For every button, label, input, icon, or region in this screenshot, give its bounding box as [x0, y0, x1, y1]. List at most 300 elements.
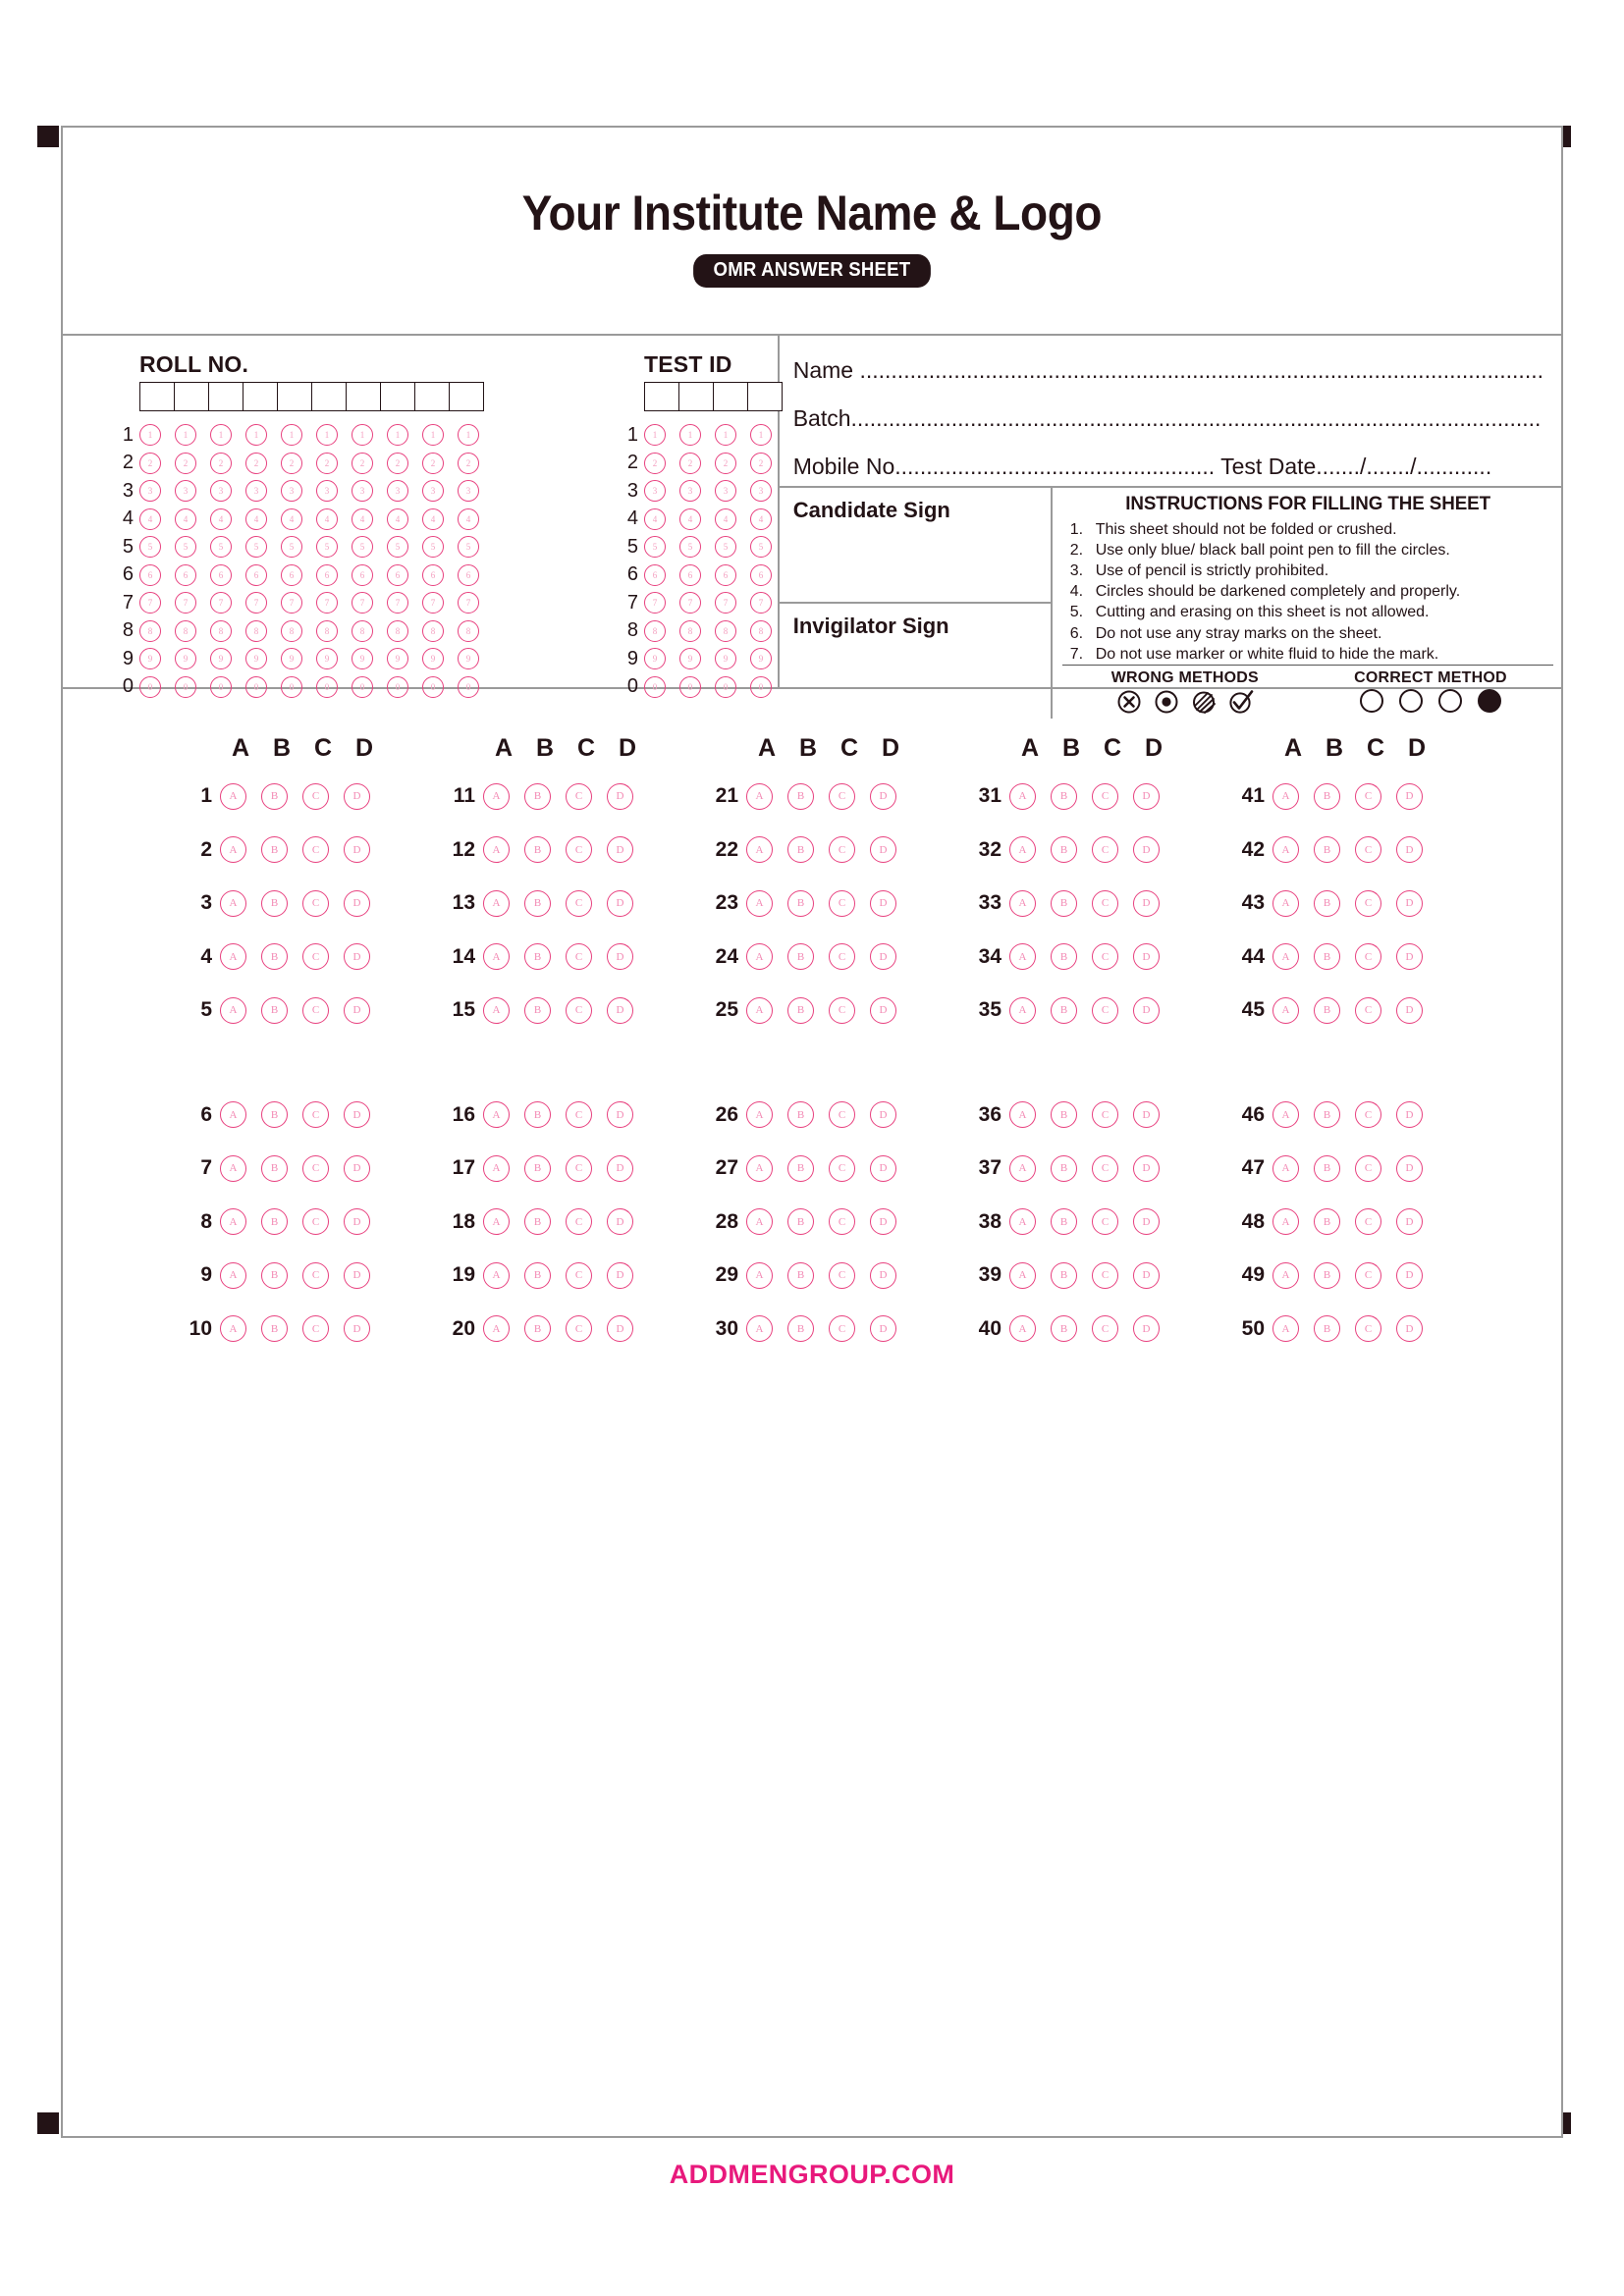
- answer-bubble-a[interactable]: A: [746, 943, 773, 970]
- answer-bubble-d[interactable]: D: [1133, 943, 1160, 970]
- digit-bubble[interactable]: 4: [175, 508, 196, 530]
- answer-bubble-c[interactable]: C: [302, 943, 329, 970]
- digit-bubble[interactable]: 6: [316, 564, 338, 586]
- digit-bubble[interactable]: 8: [458, 620, 479, 642]
- digit-bubble[interactable]: 1: [422, 424, 444, 446]
- answer-bubble-b[interactable]: B: [261, 1208, 288, 1235]
- answer-bubble-c[interactable]: C: [1092, 1315, 1118, 1342]
- answer-bubble-a[interactable]: A: [746, 1155, 773, 1182]
- digit-bubble[interactable]: 5: [175, 536, 196, 558]
- digit-bubble[interactable]: 7: [316, 592, 338, 614]
- answer-bubble-c[interactable]: C: [566, 890, 592, 917]
- digit-bubble[interactable]: 0: [458, 676, 479, 698]
- digit-bubble[interactable]: 5: [281, 536, 302, 558]
- digit-box[interactable]: [380, 382, 415, 411]
- answer-bubble-d[interactable]: D: [344, 997, 370, 1024]
- answer-bubble-d[interactable]: D: [607, 890, 633, 917]
- answer-bubble-a[interactable]: A: [220, 997, 246, 1024]
- answer-bubble-d[interactable]: D: [344, 836, 370, 863]
- answer-bubble-a[interactable]: A: [220, 783, 246, 810]
- answer-bubble-a[interactable]: A: [483, 943, 510, 970]
- digit-bubble[interactable]: 5: [352, 536, 373, 558]
- answer-bubble-d[interactable]: D: [870, 1101, 896, 1128]
- answer-bubble-a[interactable]: A: [483, 997, 510, 1024]
- answer-bubble-a[interactable]: A: [1009, 943, 1036, 970]
- digit-bubble[interactable]: 3: [175, 480, 196, 502]
- digit-bubble[interactable]: 3: [245, 480, 267, 502]
- digit-bubble[interactable]: 6: [281, 564, 302, 586]
- digit-bubble[interactable]: 0: [750, 676, 772, 698]
- answer-bubble-d[interactable]: D: [607, 1262, 633, 1289]
- digit-bubble[interactable]: 9: [281, 648, 302, 669]
- answer-bubble-d[interactable]: D: [607, 836, 633, 863]
- answer-bubble-c[interactable]: C: [302, 1315, 329, 1342]
- answer-bubble-c[interactable]: C: [566, 1315, 592, 1342]
- answer-bubble-c[interactable]: C: [566, 1101, 592, 1128]
- digit-bubble[interactable]: 7: [139, 592, 161, 614]
- answer-bubble-d[interactable]: D: [344, 1262, 370, 1289]
- name-field[interactable]: Name .............................................................................................................: [792, 357, 1543, 383]
- digit-bubble[interactable]: 2: [352, 453, 373, 474]
- answer-bubble-d[interactable]: D: [1133, 783, 1160, 810]
- answer-bubble-d[interactable]: D: [870, 943, 896, 970]
- digit-bubble[interactable]: 9: [715, 648, 736, 669]
- invigilator-sign-box[interactable]: Invigilator Sign: [792, 614, 949, 639]
- digit-bubble[interactable]: 8: [281, 620, 302, 642]
- answer-bubble-c[interactable]: C: [302, 836, 329, 863]
- answer-bubble-a[interactable]: A: [483, 1155, 510, 1182]
- answer-bubble-b[interactable]: B: [261, 997, 288, 1024]
- answer-bubble-b[interactable]: B: [1314, 1315, 1340, 1342]
- answer-bubble-a[interactable]: A: [220, 1315, 246, 1342]
- answer-bubble-c[interactable]: C: [1092, 783, 1118, 810]
- answer-bubble-a[interactable]: A: [483, 1315, 510, 1342]
- answer-bubble-d[interactable]: D: [344, 1315, 370, 1342]
- digit-box[interactable]: [346, 382, 381, 411]
- digit-bubble[interactable]: 9: [139, 648, 161, 669]
- digit-bubble[interactable]: 7: [458, 592, 479, 614]
- answer-bubble-c[interactable]: C: [1355, 1155, 1381, 1182]
- answer-bubble-a[interactable]: A: [1272, 783, 1299, 810]
- digit-bubble[interactable]: 3: [352, 480, 373, 502]
- digit-bubble[interactable]: 5: [644, 536, 666, 558]
- digit-box[interactable]: [311, 382, 347, 411]
- answer-bubble-b[interactable]: B: [1051, 997, 1077, 1024]
- answer-bubble-a[interactable]: A: [1009, 1315, 1036, 1342]
- digit-box[interactable]: [747, 382, 783, 411]
- answer-bubble-d[interactable]: D: [1396, 890, 1423, 917]
- answer-bubble-b[interactable]: B: [787, 1101, 814, 1128]
- answer-bubble-c[interactable]: C: [1092, 836, 1118, 863]
- answer-bubble-c[interactable]: C: [1092, 1101, 1118, 1128]
- digit-bubble[interactable]: 5: [715, 536, 736, 558]
- answer-bubble-d[interactable]: D: [870, 1155, 896, 1182]
- digit-bubble[interactable]: 9: [750, 648, 772, 669]
- digit-bubble[interactable]: 1: [245, 424, 267, 446]
- answer-bubble-b[interactable]: B: [524, 1315, 551, 1342]
- digit-bubble[interactable]: 3: [458, 480, 479, 502]
- answer-bubble-c[interactable]: C: [1355, 890, 1381, 917]
- answer-bubble-a[interactable]: A: [746, 1262, 773, 1289]
- answer-bubble-a[interactable]: A: [746, 1101, 773, 1128]
- digit-bubble[interactable]: 2: [750, 453, 772, 474]
- answer-bubble-d[interactable]: D: [1133, 1155, 1160, 1182]
- answer-bubble-d[interactable]: D: [870, 1262, 896, 1289]
- digit-bubble[interactable]: 3: [281, 480, 302, 502]
- digit-bubble[interactable]: 9: [316, 648, 338, 669]
- answer-bubble-c[interactable]: C: [566, 1208, 592, 1235]
- answer-bubble-c[interactable]: C: [1355, 836, 1381, 863]
- answer-bubble-c[interactable]: C: [566, 1262, 592, 1289]
- digit-bubble[interactable]: 2: [281, 453, 302, 474]
- answer-bubble-c[interactable]: C: [566, 997, 592, 1024]
- digit-bubble[interactable]: 6: [210, 564, 232, 586]
- answer-bubble-d[interactable]: D: [1396, 836, 1423, 863]
- candidate-sign-box[interactable]: Candidate Sign: [780, 488, 1051, 604]
- answer-bubble-b[interactable]: B: [787, 997, 814, 1024]
- test-id-bubble-grid[interactable]: [613, 421, 785, 701]
- digit-bubble[interactable]: 9: [644, 648, 666, 669]
- digit-bubble[interactable]: 1: [139, 424, 161, 446]
- answer-bubble-b[interactable]: B: [1314, 783, 1340, 810]
- digit-bubble[interactable]: 7: [387, 592, 408, 614]
- answer-bubble-b[interactable]: B: [787, 943, 814, 970]
- answer-bubble-d[interactable]: D: [1396, 1262, 1423, 1289]
- answer-bubble-a[interactable]: A: [746, 1208, 773, 1235]
- answer-bubble-d[interactable]: D: [870, 997, 896, 1024]
- digit-bubble[interactable]: 1: [750, 424, 772, 446]
- answer-bubble-c[interactable]: C: [1355, 1208, 1381, 1235]
- answer-bubble-b[interactable]: B: [1051, 1315, 1077, 1342]
- answer-bubble-c[interactable]: C: [302, 1262, 329, 1289]
- answer-bubble-a[interactable]: A: [1009, 1262, 1036, 1289]
- answer-bubble-b[interactable]: B: [787, 1315, 814, 1342]
- answer-bubble-d[interactable]: D: [870, 1208, 896, 1235]
- digit-bubble[interactable]: 0: [245, 676, 267, 698]
- answer-bubble-b[interactable]: B: [1314, 890, 1340, 917]
- digit-bubble[interactable]: 9: [175, 648, 196, 669]
- digit-bubble[interactable]: 5: [458, 536, 479, 558]
- answer-bubble-d[interactable]: D: [607, 943, 633, 970]
- digit-bubble[interactable]: 5: [422, 536, 444, 558]
- digit-bubble[interactable]: 2: [715, 453, 736, 474]
- answer-bubble-c[interactable]: C: [829, 783, 855, 810]
- digit-bubble[interactable]: 2: [245, 453, 267, 474]
- answer-bubble-c[interactable]: C: [829, 890, 855, 917]
- digit-bubble[interactable]: 2: [458, 453, 479, 474]
- digit-bubble[interactable]: 0: [139, 676, 161, 698]
- digit-bubble[interactable]: 3: [316, 480, 338, 502]
- digit-box[interactable]: [139, 382, 175, 411]
- digit-bubble[interactable]: 6: [422, 564, 444, 586]
- answer-bubble-d[interactable]: D: [607, 1101, 633, 1128]
- answer-bubble-a[interactable]: A: [1272, 1262, 1299, 1289]
- digit-bubble[interactable]: 6: [352, 564, 373, 586]
- digit-bubble[interactable]: 8: [316, 620, 338, 642]
- answer-bubble-d[interactable]: D: [1133, 1262, 1160, 1289]
- answer-bubble-a[interactable]: A: [220, 890, 246, 917]
- answer-bubble-c[interactable]: C: [829, 1101, 855, 1128]
- digit-bubble[interactable]: 1: [210, 424, 232, 446]
- digit-bubble[interactable]: 7: [210, 592, 232, 614]
- digit-box[interactable]: [243, 382, 278, 411]
- answer-bubble-b[interactable]: B: [1051, 783, 1077, 810]
- answer-bubble-b[interactable]: B: [1051, 1208, 1077, 1235]
- answer-bubble-a[interactable]: A: [1009, 783, 1036, 810]
- digit-bubble[interactable]: 1: [352, 424, 373, 446]
- answer-bubble-c[interactable]: C: [1355, 997, 1381, 1024]
- digit-bubble[interactable]: 7: [715, 592, 736, 614]
- answer-bubble-a[interactable]: A: [746, 783, 773, 810]
- answer-bubble-c[interactable]: C: [302, 1155, 329, 1182]
- digit-bubble[interactable]: 6: [750, 564, 772, 586]
- digit-bubble[interactable]: 7: [750, 592, 772, 614]
- digit-bubble[interactable]: 7: [352, 592, 373, 614]
- answer-bubble-d[interactable]: D: [607, 1315, 633, 1342]
- digit-bubble[interactable]: 0: [387, 676, 408, 698]
- answer-bubble-b[interactable]: B: [1051, 836, 1077, 863]
- digit-bubble[interactable]: 3: [210, 480, 232, 502]
- answer-bubble-c[interactable]: C: [302, 783, 329, 810]
- digit-bubble[interactable]: 6: [175, 564, 196, 586]
- answer-bubble-c[interactable]: C: [566, 943, 592, 970]
- answer-bubble-d[interactable]: D: [344, 783, 370, 810]
- digit-bubble[interactable]: 0: [715, 676, 736, 698]
- digit-bubble[interactable]: 4: [245, 508, 267, 530]
- answer-bubble-a[interactable]: A: [483, 836, 510, 863]
- answer-bubble-c[interactable]: C: [302, 890, 329, 917]
- answer-bubble-b[interactable]: B: [1314, 836, 1340, 863]
- answer-bubble-d[interactable]: D: [1133, 1315, 1160, 1342]
- answer-bubble-a[interactable]: A: [220, 943, 246, 970]
- answer-bubble-c[interactable]: C: [1092, 1155, 1118, 1182]
- digit-bubble[interactable]: 2: [422, 453, 444, 474]
- answer-bubble-b[interactable]: B: [261, 943, 288, 970]
- answer-bubble-d[interactable]: D: [344, 1208, 370, 1235]
- answer-bubble-d[interactable]: D: [870, 1315, 896, 1342]
- answer-bubble-c[interactable]: C: [1355, 783, 1381, 810]
- digit-bubble[interactable]: 8: [387, 620, 408, 642]
- answer-bubble-b[interactable]: B: [261, 890, 288, 917]
- answer-bubble-b[interactable]: B: [787, 890, 814, 917]
- digit-bubble[interactable]: 2: [644, 453, 666, 474]
- digit-bubble[interactable]: 0: [422, 676, 444, 698]
- answer-bubble-d[interactable]: D: [1133, 890, 1160, 917]
- digit-bubble[interactable]: 4: [316, 508, 338, 530]
- digit-bubble[interactable]: 5: [316, 536, 338, 558]
- answer-bubble-b[interactable]: B: [1051, 1101, 1077, 1128]
- digit-bubble[interactable]: 8: [679, 620, 701, 642]
- answer-bubble-b[interactable]: B: [1314, 1208, 1340, 1235]
- answer-bubble-b[interactable]: B: [1314, 943, 1340, 970]
- answer-bubble-c[interactable]: C: [566, 836, 592, 863]
- answer-bubble-a[interactable]: A: [1009, 1155, 1036, 1182]
- answer-bubble-d[interactable]: D: [607, 783, 633, 810]
- answer-bubble-d[interactable]: D: [344, 1101, 370, 1128]
- answer-bubble-a[interactable]: A: [746, 836, 773, 863]
- answer-bubble-a[interactable]: A: [1272, 890, 1299, 917]
- digit-box[interactable]: [713, 382, 748, 411]
- digit-box[interactable]: [277, 382, 312, 411]
- answer-bubble-d[interactable]: D: [1133, 1101, 1160, 1128]
- answer-bubble-b[interactable]: B: [524, 943, 551, 970]
- answer-bubble-d[interactable]: D: [870, 783, 896, 810]
- digit-bubble[interactable]: 7: [679, 592, 701, 614]
- answer-bubble-c[interactable]: C: [566, 783, 592, 810]
- digit-bubble[interactable]: 3: [679, 480, 701, 502]
- digit-bubble[interactable]: 4: [644, 508, 666, 530]
- digit-box[interactable]: [174, 382, 209, 411]
- answer-bubble-a[interactable]: A: [746, 1315, 773, 1342]
- digit-bubble[interactable]: 2: [175, 453, 196, 474]
- digit-bubble[interactable]: 0: [281, 676, 302, 698]
- answer-bubble-c[interactable]: C: [302, 1208, 329, 1235]
- digit-bubble[interactable]: 7: [175, 592, 196, 614]
- answer-bubble-d[interactable]: D: [1133, 836, 1160, 863]
- digit-bubble[interactable]: 6: [458, 564, 479, 586]
- answer-bubble-d[interactable]: D: [870, 836, 896, 863]
- digit-bubble[interactable]: 7: [422, 592, 444, 614]
- answer-bubble-c[interactable]: C: [1092, 1262, 1118, 1289]
- digit-bubble[interactable]: 0: [210, 676, 232, 698]
- digit-bubble[interactable]: 1: [715, 424, 736, 446]
- digit-bubble[interactable]: 9: [458, 648, 479, 669]
- digit-bubble[interactable]: 3: [715, 480, 736, 502]
- answer-bubble-c[interactable]: C: [566, 1155, 592, 1182]
- digit-bubble[interactable]: 3: [750, 480, 772, 502]
- footer-brand[interactable]: ADDMENGROUP.COM: [669, 2160, 955, 2189]
- answer-bubble-b[interactable]: B: [524, 1155, 551, 1182]
- answer-bubble-b[interactable]: B: [261, 1101, 288, 1128]
- answer-bubble-b[interactable]: B: [261, 836, 288, 863]
- answer-bubble-a[interactable]: A: [1009, 836, 1036, 863]
- answer-bubble-d[interactable]: D: [607, 1208, 633, 1235]
- answer-bubble-b[interactable]: B: [524, 890, 551, 917]
- answer-bubble-a[interactable]: A: [483, 1262, 510, 1289]
- digit-bubble[interactable]: 2: [210, 453, 232, 474]
- answer-bubble-a[interactable]: A: [1009, 1208, 1036, 1235]
- digit-bubble[interactable]: 0: [679, 676, 701, 698]
- answer-bubble-a[interactable]: A: [1272, 1155, 1299, 1182]
- answer-bubble-c[interactable]: C: [1355, 1262, 1381, 1289]
- digit-bubble[interactable]: 2: [139, 453, 161, 474]
- answer-bubble-a[interactable]: A: [483, 783, 510, 810]
- answer-bubble-a[interactable]: A: [220, 1262, 246, 1289]
- answer-bubble-a[interactable]: A: [220, 1101, 246, 1128]
- answer-bubble-a[interactable]: A: [483, 1208, 510, 1235]
- answer-bubble-b[interactable]: B: [1051, 943, 1077, 970]
- digit-bubble[interactable]: 6: [679, 564, 701, 586]
- digit-bubble[interactable]: 6: [644, 564, 666, 586]
- digit-bubble[interactable]: 3: [422, 480, 444, 502]
- answer-bubble-d[interactable]: D: [1133, 997, 1160, 1024]
- answer-bubble-c[interactable]: C: [829, 1208, 855, 1235]
- answer-bubble-c[interactable]: C: [1355, 1315, 1381, 1342]
- digit-bubble[interactable]: 7: [281, 592, 302, 614]
- batch-field[interactable]: Batch..............................................................................................................: [792, 405, 1542, 431]
- answer-bubble-c[interactable]: C: [1092, 943, 1118, 970]
- answer-bubble-c[interactable]: C: [302, 997, 329, 1024]
- answer-bubble-a[interactable]: A: [1009, 1101, 1036, 1128]
- answer-bubble-b[interactable]: B: [1051, 1262, 1077, 1289]
- answer-bubble-b[interactable]: B: [261, 783, 288, 810]
- digit-bubble[interactable]: 4: [387, 508, 408, 530]
- roll-no-bubble-grid[interactable]: [108, 421, 493, 701]
- digit-bubble[interactable]: 8: [139, 620, 161, 642]
- digit-bubble[interactable]: 4: [281, 508, 302, 530]
- digit-bubble[interactable]: 0: [352, 676, 373, 698]
- answer-bubble-c[interactable]: C: [829, 1155, 855, 1182]
- digit-bubble[interactable]: 2: [316, 453, 338, 474]
- digit-bubble[interactable]: 3: [387, 480, 408, 502]
- digit-bubble[interactable]: 0: [316, 676, 338, 698]
- test-id-boxes[interactable]: [644, 382, 785, 411]
- answer-bubble-b[interactable]: B: [1051, 890, 1077, 917]
- answer-bubble-a[interactable]: A: [1272, 997, 1299, 1024]
- digit-bubble[interactable]: 9: [387, 648, 408, 669]
- digit-bubble[interactable]: 8: [175, 620, 196, 642]
- answer-bubble-d[interactable]: D: [1396, 1208, 1423, 1235]
- digit-bubble[interactable]: 9: [679, 648, 701, 669]
- digit-bubble[interactable]: 8: [715, 620, 736, 642]
- digit-bubble[interactable]: 8: [352, 620, 373, 642]
- digit-bubble[interactable]: 5: [210, 536, 232, 558]
- digit-bubble[interactable]: 7: [644, 592, 666, 614]
- digit-bubble[interactable]: 8: [245, 620, 267, 642]
- digit-box[interactable]: [678, 382, 714, 411]
- digit-bubble[interactable]: 5: [387, 536, 408, 558]
- answer-bubble-d[interactable]: D: [607, 1155, 633, 1182]
- answer-bubble-c[interactable]: C: [1355, 943, 1381, 970]
- digit-bubble[interactable]: 1: [458, 424, 479, 446]
- answer-bubble-d[interactable]: D: [1396, 783, 1423, 810]
- digit-bubble[interactable]: 8: [210, 620, 232, 642]
- answer-bubble-d[interactable]: D: [344, 1155, 370, 1182]
- answer-bubble-d[interactable]: D: [1133, 1208, 1160, 1235]
- answer-bubble-d[interactable]: D: [344, 890, 370, 917]
- digit-bubble[interactable]: 9: [245, 648, 267, 669]
- digit-bubble[interactable]: 6: [139, 564, 161, 586]
- answer-bubble-b[interactable]: B: [1314, 997, 1340, 1024]
- answer-bubble-d[interactable]: D: [870, 890, 896, 917]
- answer-bubble-a[interactable]: A: [220, 1155, 246, 1182]
- mobile-testdate-field[interactable]: Mobile No................................................... Test Date......./......./............: [792, 454, 1492, 479]
- digit-box[interactable]: [449, 382, 484, 411]
- answer-bubble-c[interactable]: C: [1092, 1208, 1118, 1235]
- digit-bubble[interactable]: 4: [458, 508, 479, 530]
- answer-bubble-c[interactable]: C: [829, 943, 855, 970]
- digit-bubble[interactable]: 4: [352, 508, 373, 530]
- answer-bubble-c[interactable]: C: [829, 1262, 855, 1289]
- digit-bubble[interactable]: 2: [679, 453, 701, 474]
- answer-bubble-b[interactable]: B: [1314, 1262, 1340, 1289]
- digit-bubble[interactable]: 1: [175, 424, 196, 446]
- answer-bubble-b[interactable]: B: [787, 1262, 814, 1289]
- answer-bubble-d[interactable]: D: [1396, 1101, 1423, 1128]
- digit-bubble[interactable]: 9: [352, 648, 373, 669]
- answer-bubble-b[interactable]: B: [524, 783, 551, 810]
- answer-bubble-a[interactable]: A: [746, 997, 773, 1024]
- answer-bubble-b[interactable]: B: [1314, 1155, 1340, 1182]
- answer-bubble-d[interactable]: D: [607, 997, 633, 1024]
- digit-bubble[interactable]: 5: [750, 536, 772, 558]
- digit-bubble[interactable]: 4: [715, 508, 736, 530]
- answer-bubble-a[interactable]: A: [746, 890, 773, 917]
- answer-bubble-c[interactable]: C: [1355, 1101, 1381, 1128]
- digit-bubble[interactable]: 6: [715, 564, 736, 586]
- digit-box[interactable]: [208, 382, 244, 411]
- answer-bubble-c[interactable]: C: [829, 1315, 855, 1342]
